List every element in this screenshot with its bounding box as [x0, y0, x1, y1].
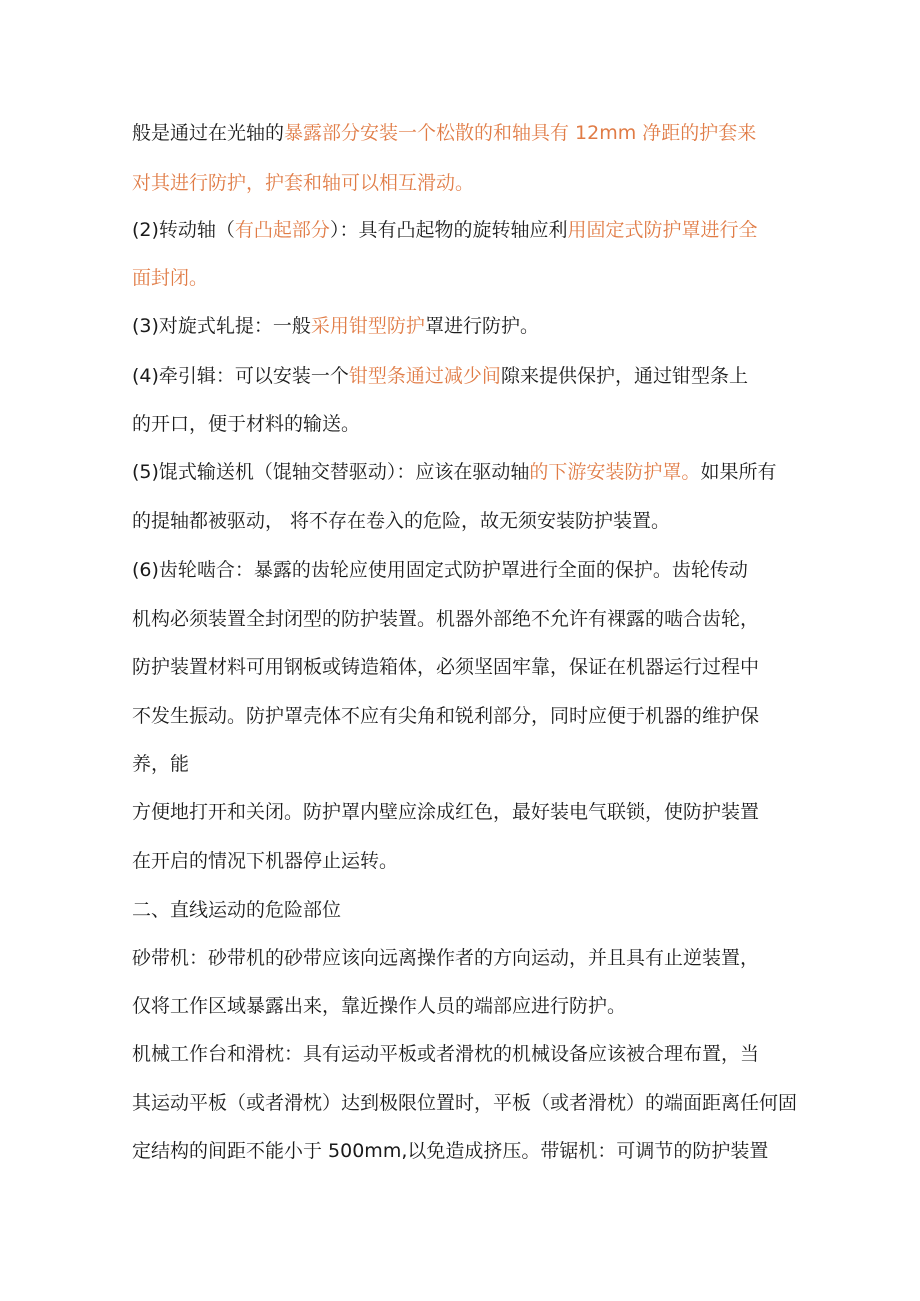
text-run: 其运动平板（或者滑枕）达到极限位置时，平板（或者滑枕）的端面距离任何固	[132, 1092, 798, 1114]
text-run: (2)转动轴（	[132, 219, 235, 241]
text-line	[132, 1091, 797, 1115]
text-run: 定结构的间距不能小于 500mm,以免造成挤压。带锯机：可调节的防护装置	[132, 1140, 769, 1162]
highlighted-text: 有凸起部分	[234, 219, 330, 241]
text-line	[132, 218, 757, 242]
text-run: 机械工作台和滑枕：具有运动平板或者滑枕的机械设备应该被合理布置，当	[132, 1043, 760, 1065]
text-line	[132, 412, 360, 436]
section-heading	[132, 898, 341, 922]
text-run: ）：具有凸起物的旋转轴应利	[329, 219, 568, 241]
text-run: 如果所有	[700, 461, 777, 483]
text-line	[132, 364, 748, 388]
text-run: 二、直线运动的危险部位	[132, 899, 342, 921]
text-line	[132, 558, 748, 582]
text-run: 方便地打开和关闭。防护罩内壁应涂成红色，最好装电气联锁，使防护装置	[132, 801, 760, 823]
text-line	[132, 655, 759, 679]
text-run: 般是通过在光轴的	[132, 122, 285, 144]
text-run: 隙来提供保护，通过钳型条上	[500, 365, 748, 387]
highlighted-text: 钳型条通过减少间	[348, 365, 501, 387]
text-run: 仅将工作区域暴露出来，靠近操作人员的端部应进行防护。	[132, 995, 627, 1017]
text-run: 防护装置材料可用钢板或铸造箱体，必须坚固牢靠，保证在机器运行过程中	[132, 656, 760, 678]
text-run: 的开口，便于材料的输送。	[132, 413, 361, 435]
text-line	[132, 607, 759, 631]
text-line	[132, 314, 539, 338]
text-run: 在开启的情况下机器停止运转。	[132, 850, 399, 872]
text-line	[132, 800, 759, 824]
text-line	[132, 509, 670, 533]
highlighted-text: 的下游安装防护罩。	[529, 461, 701, 483]
text-line	[132, 460, 776, 484]
text-run: 养，能	[132, 753, 190, 775]
text-line	[132, 849, 398, 873]
text-line	[132, 266, 208, 290]
highlighted-text: 面封闭。	[132, 267, 209, 289]
text-line	[132, 752, 189, 776]
highlighted-text: 对其进行防护，护套和轴可以相互滑动。	[132, 172, 475, 194]
text-run: 罩进行防护。	[424, 315, 539, 337]
text-run: (5)馄式输送机（馄轴交替驱动）：应该在驱动轴	[132, 461, 530, 483]
text-run: 不发生振动。防护罩壳体不应有尖角和锐利部分，同时应便于机器的维护保	[132, 705, 760, 727]
text-line	[132, 704, 759, 728]
text-run: 砂带机：砂带机的砂带应该向远离操作者的方向运动，并且具有止逆装置，	[132, 947, 760, 969]
text-line	[132, 946, 759, 970]
text-line	[132, 994, 626, 1018]
text-run: (4)牵引辑：可以安装一个	[132, 365, 349, 387]
text-line	[132, 171, 474, 195]
text-run: 的提轴都被驱动， 将不存在卷入的危险，故无须安装防护装置。	[132, 510, 671, 532]
highlighted-text: 用固定式防护罩进行全	[567, 219, 758, 241]
text-run: (6)齿轮啮合：暴露的齿轮应使用固定式防护罩进行全面的保护。齿轮传动	[132, 559, 748, 581]
highlighted-text: 采用钳型防护	[310, 315, 425, 337]
text-run: (3)对旋式轧提：一般	[132, 315, 311, 337]
text-line	[132, 121, 756, 145]
highlighted-text: 暴露部分安装一个松散的和轴具有 12mm 净距的护套来	[284, 122, 757, 144]
text-line	[132, 1042, 759, 1066]
text-line	[132, 1139, 768, 1163]
text-run: 机构必须装置全封闭型的防护装置。机器外部绝不允许有裸露的啮合齿轮，	[132, 608, 760, 630]
